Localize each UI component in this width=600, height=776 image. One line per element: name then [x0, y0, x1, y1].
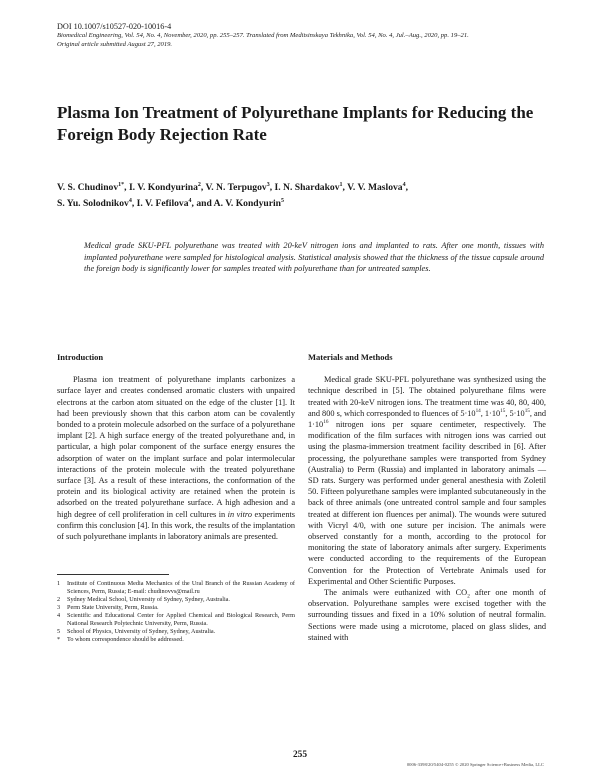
section-heading-introduction: Introduction: [57, 352, 104, 362]
footnote-text: School of Physics, University of Sydney, Sydney, Australia.: [67, 628, 216, 635]
methods-text: , and 1·10: [308, 408, 547, 430]
section-heading-methods: Materials and Methods: [308, 352, 393, 362]
exponent: 16: [323, 419, 329, 426]
author-name: S. Yu. Solodnikov: [57, 198, 129, 209]
author-name: V. V. Maslova: [347, 182, 403, 193]
subscript: 2: [467, 593, 470, 600]
intro-text: Plasma ion treatment of polyurethane implants carbonizes a surface layer and creates condensed aromatic clusters with unpaired electrons at the carbon atom situated on the edge of the cluster [1]. It had been previously shown that this carbon atom can be covalently bonded to a protein molecule adsorbed on the surface of a polyurethane implant [2]. A high surface energy of the treated polyurethane and, in particular, a high polar component of the surface energy ensures the adsorption of water on the implant surface and polar intermolecular interactions of the protein molecule with the treated polyurethane surface [3]. As a result of these interactions, the conformation of the protein and its biological activity are retained when the protein is adsorbed on the treated polyurethane surface. A high adhesion and a high degree of cell proliferation in cell cultures in: [57, 375, 295, 519]
page-number: 255: [292, 750, 308, 760]
footnote: [57, 628, 295, 636]
copyright-line: 0006-3398/20/5404-0255 © 2020 Springer Science+Business Media, LLC: [406, 762, 544, 767]
footnote-text: Perm State University, Perm, Russia.: [67, 604, 159, 611]
methods-text: The animals were euthanized with CO: [324, 588, 468, 598]
author-name: V. N. Terpugov: [205, 182, 267, 193]
author-affiliation: 4: [188, 197, 192, 204]
footnote-text: Scientific and Educational Center for Applied Chemical and Biological Research, Perm National Research Polytechnic University, Perm, Russia.: [67, 612, 295, 627]
author-affiliation: 1*: [118, 181, 125, 188]
doi: DOI 10.1007/s10527-020-10016-4: [57, 22, 172, 31]
article-title: Plasma Ion Treatment of Polyurethane Implants for Reducing the Foreign Body Rejection Rate: [57, 103, 534, 144]
author-name: V. S. Chudinov: [57, 182, 119, 193]
methods-text: , 5·10: [505, 408, 525, 418]
footnote: [57, 604, 295, 612]
author-separator: ,: [405, 182, 409, 193]
footnote-text: Sydney Medical School, University of Sydney, Sydney, Australia.: [67, 596, 230, 603]
introduction-section: [57, 352, 295, 542]
author-name: I. V. Kondyurina: [128, 182, 198, 193]
author-line-2: [57, 196, 557, 212]
footnote-divider: [57, 574, 169, 575]
author-name: I. N. Shardakov: [274, 182, 340, 193]
abstract: Medical grade SKU-PFL polyurethane was treated with 20-keV nitrogen ions and implanted to rats. After one month, tissues with implanted polyurethane were sampled for histological analysis. Statistical analysis showed that the thickness of the tissue capsule around the foreign body is significantly lower for samples treated with polyurethane than for untreated samples.: [84, 241, 544, 274]
author-name: I. V. Fefilova: [136, 198, 189, 209]
footnotes: [57, 580, 295, 644]
author-affiliation: 2: [197, 181, 201, 188]
author-separator: ,: [131, 198, 137, 209]
methods-paragraph-1: [308, 374, 546, 587]
methods-text: nitrogen ions per square centimeter, respectively. The modification of the film surfaces with nitrogen ions was carried out using the plasma-immersion treatment facility described in [6]. After processing, the polyurethane samples were transported from Sydney (Australia) to Perm (Russia) and implanted in laboratory animals — SD rats. Surgery was performed under general anesthesia with Zoletil 50. Fifteen polyurethane samples were implanted subcutaneously in the back of three animals (one untreated control sample and four samples treated at different ion fluences per animal). The wounds were sutured with Vicryl 4/0, with one suture per incision. The animals were observed constantly for a month, according to the protocol for monitoring the state of laboratory animals after surgery. Experiments were conducted according to the requirements of the European Convention for the Protection of Vertebrate Animals used for Experimental and Other Scientific Purposes.: [308, 420, 546, 586]
footnote-mark: 5: [57, 628, 61, 635]
methods-text: , 1·10: [480, 408, 501, 418]
author-affiliation: 5: [281, 197, 285, 204]
footnote-text: To whom correspondence should be addressed.: [67, 636, 184, 643]
author-separator: , and: [191, 198, 214, 209]
footnote: [57, 596, 295, 604]
citation-line: Biomedical Engineering, Vol. 54, No. 4, November, 2020, pp. 255–257. Translated from Meditsinskaya Tekhnika, Vol. 54, No. 4, Jul.–Aug., 2020, pp. 19–21.: [57, 32, 469, 39]
exponent: 14: [475, 408, 481, 415]
intro-italic-term: in vitro: [227, 509, 252, 519]
methods-section: [308, 352, 546, 643]
footnote: [57, 612, 295, 628]
article-header: [57, 22, 557, 49]
author-line-1: [57, 180, 557, 196]
footnote-mark: 1: [57, 580, 61, 587]
exponent: 15: [524, 408, 530, 415]
author-separator: ,: [124, 182, 129, 193]
footnote-mark: 4: [57, 612, 61, 619]
footnote: [57, 636, 295, 644]
footnote-mark: 3: [57, 604, 61, 611]
author-affiliation: 1: [339, 181, 343, 188]
author-affiliation: 3: [266, 181, 270, 188]
author-separator: ,: [342, 182, 348, 193]
footnote-mark: *: [57, 636, 61, 643]
footnote: [57, 580, 295, 596]
methods-paragraph-2: [308, 587, 546, 643]
footnote-mark: 2: [57, 596, 61, 603]
author-list: [57, 180, 557, 212]
author-separator: ,: [269, 182, 275, 193]
intro-text-end: experiments confirm this conclusion [4]. In this work, the results of the implantation of such polyurethane implants in laboratory animals are presented.: [57, 509, 295, 542]
submission-note: Original article submitted August 27, 2019.: [57, 40, 173, 48]
author-name: A. V. Kondyurin: [213, 198, 282, 209]
footnote-text: Institute of Continuous Media Mechanics of the Ural Branch of the Russian Academy of Sciences, Perm, Russia; E-mail: chudinovvs@mail.ru: [67, 580, 295, 595]
methods-text: Medical grade SKU-PFL polyurethane was synthesized using the technique described in [5]. The obtained polyurethane films were treated with 20-keV nitrogen ions. The treatment time was 40, 80, 400, and 800 s, which corresponded to fluences of 5·10: [308, 375, 546, 418]
author-separator: ,: [200, 182, 206, 193]
introduction-paragraph: [57, 374, 295, 542]
author-affiliation: 4: [402, 181, 406, 188]
methods-text: after one month of observation. Polyurethane samples were excised together with the surrounding tissues and fixed in a 10% solution of neutral formalin. Sections were made using a microtome, placed on glass slides, and stained with: [308, 588, 546, 642]
exponent: 15: [500, 408, 506, 415]
author-affiliation: 4: [128, 197, 132, 204]
